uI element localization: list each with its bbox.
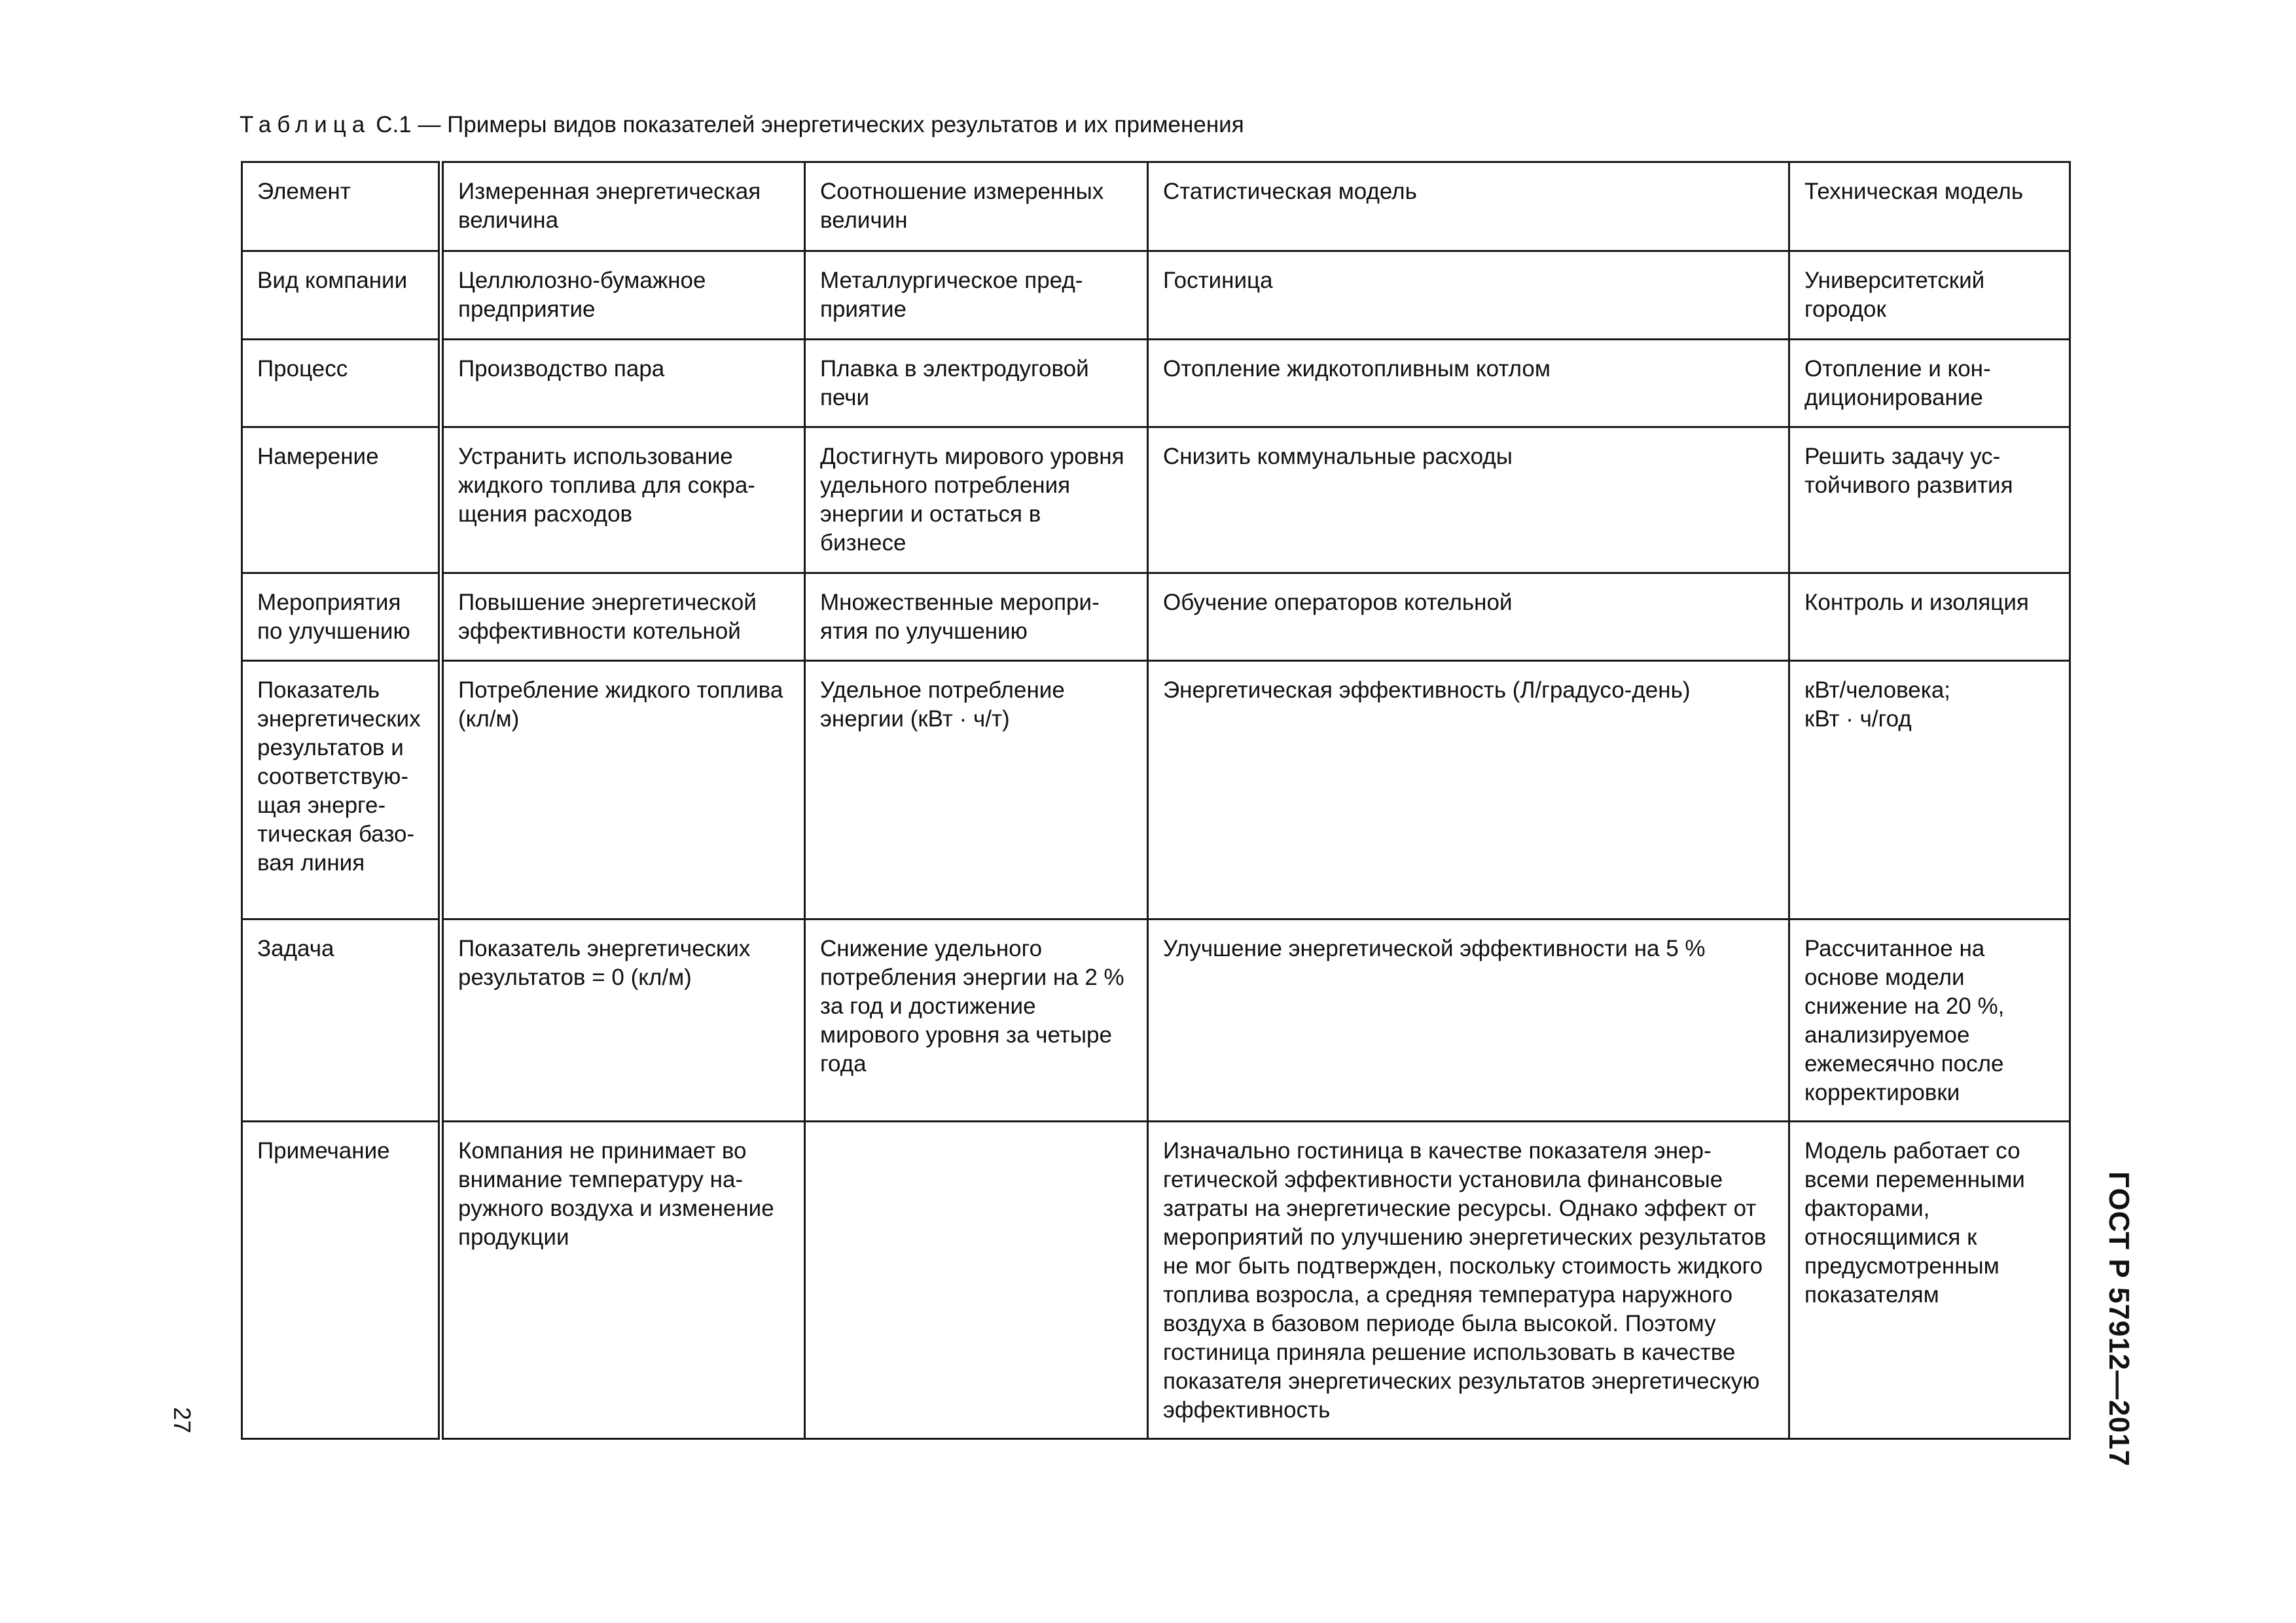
table-cell: Контроль и изоляция (1789, 573, 2070, 661)
table-row (242, 573, 2070, 661)
header-cell: Соотношение измеренных величин (805, 162, 1148, 251)
table-caption (240, 111, 1244, 139)
row-label-cell: Мероприятия по улучшению (242, 573, 441, 661)
table-cell: Повышение энергетической эффективности котельной (441, 573, 805, 661)
table-cell: Металлургическое предприятие (805, 251, 1148, 340)
table-cell: Снизить коммунальные расходы (1148, 427, 1789, 573)
table-cell (805, 1122, 1148, 1439)
table-cell: Отопление и кондиционирование (1789, 340, 2070, 427)
table-cell: Устранить использование жидкого топлива для сокращения расходов (441, 427, 805, 573)
header-cell: Элемент (242, 162, 441, 251)
table-cell: Показатель энергетических результатов = 0 (кл/м) (441, 919, 805, 1122)
table-cell: Улучшение энергетической эффективности на 5 % (1148, 919, 1789, 1122)
document-code: ГОСТ Р 57912—2017 (2103, 1171, 2135, 1467)
table-header-row (242, 162, 2070, 251)
row-label-cell: Процесс (242, 340, 441, 427)
page-number: 27 (169, 1407, 196, 1434)
table-cell: Плавка в электродуговой печи (805, 340, 1148, 427)
table-cell: Удельное потребление энергии (кВт · ч/т) (805, 661, 1148, 919)
indicators-table (241, 161, 2071, 1440)
header-cell: Техническая модель (1789, 162, 2070, 251)
table-cell: Рассчитанное на основе модели снижение на 20 %, анализируемое ежемесячно после корректировки (1789, 919, 2070, 1122)
table-cell: Модель работает со всеми переменными факторами, относящимися к предусмотренным показателям (1789, 1122, 2070, 1439)
table-cell: Множественные мероприятия по улучшению (805, 573, 1148, 661)
table-cell: Достигнуть мирового уровня удельного потребления энергии и остаться в бизнесе (805, 427, 1148, 573)
table-cell: Снижение удельного потребления энергии на 2 % за год и достижение мирового уровня за четыре года (805, 919, 1148, 1122)
table-caption-text: С.1 — Примеры видов показателей энергетических результатов и их применения (376, 112, 1244, 137)
table-cell: Потребление жидкого топлива (кл/м) (441, 661, 805, 919)
row-label-cell: Показатель энергетических результатов и соответствующая энергетическая базовая линия (242, 661, 441, 919)
table-cell: Гостиница (1148, 251, 1789, 340)
table-cell: кВт/человека; кВт · ч/год (1789, 661, 2070, 919)
header-cell: Измеренная энергетическая величина (441, 162, 805, 251)
table-row (242, 251, 2070, 340)
row-label-cell: Примечание (242, 1122, 441, 1439)
table-cell: Отопление жидкотопливным котлом (1148, 340, 1789, 427)
table-cell: Решить задачу устойчивого развития (1789, 427, 2070, 573)
row-label-cell: Задача (242, 919, 441, 1122)
table-caption-prefix: Таблица (240, 112, 371, 137)
table-cell: Компания не принимает во внимание температуру наружного воздуха и изменение продукции (441, 1122, 805, 1439)
table-cell: Целлюлозно-бумажное предприятие (441, 251, 805, 340)
table-cell: Университетский городок (1789, 251, 2070, 340)
table-row (242, 340, 2070, 427)
table-row (242, 1122, 2070, 1439)
row-label-cell: Намерение (242, 427, 441, 573)
row-label-cell: Вид компании (242, 251, 441, 340)
table-row (242, 427, 2070, 573)
table-cell: Обучение операторов котельной (1148, 573, 1789, 661)
table-cell: Энергетическая эффективность (Л/градусо-день) (1148, 661, 1789, 919)
table-row (242, 661, 2070, 919)
table-cell: Производство пара (441, 340, 805, 427)
table-row (242, 919, 2070, 1122)
header-cell: Статистическая модель (1148, 162, 1789, 251)
table-cell: Изначально гостиница в качестве показателя энергетической эффективности установила финансовые затраты на энергетические ресурсы. Однако эффект от мероприятий по улучшению энергетических результатов не мог быть подтвержден, поскольку стоимость жидкого топлива возросла, а средняя температура наружного воздуха в базовом периоде была высокой. Поэтому гостиница приняла решение использовать в качестве показателя энергетических результатов энергетическую эффективность (1148, 1122, 1789, 1439)
